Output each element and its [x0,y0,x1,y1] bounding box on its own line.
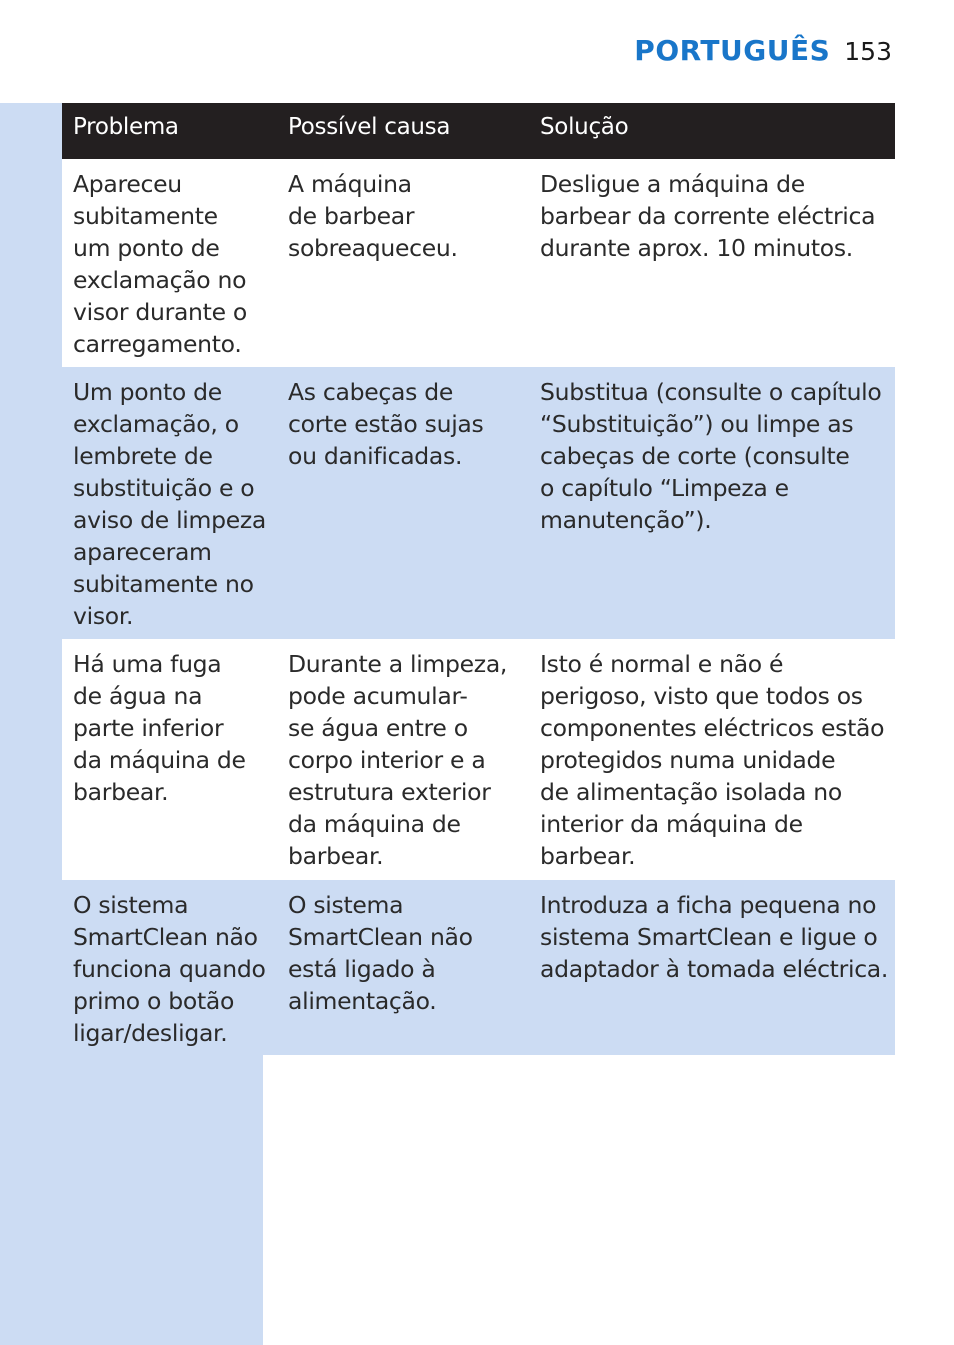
table-row [62,159,895,367]
solution-cell: Desligue a máquina de barbear da corrente eléctrica durante aprox. 10 minutos. [540,170,876,262]
language-title: PORTUGUÊS [634,34,831,67]
problem-cell: Um ponto de exclamação, o lembrete de substituição e o aviso de limpeza apareceram subitamente no visor. [73,378,267,630]
table-row [62,880,895,1055]
table-header-row [62,103,895,159]
bottom-color-band [62,1054,263,1345]
cause-cell: A máquina de barbear sobreaqueceu. [288,170,458,262]
cause-cell: O sistema SmartClean não está ligado à alimentação. [288,891,473,1015]
troubleshooting-table [62,103,895,1055]
cause-cell: As cabeças de corte estão sujas ou danificadas. [288,378,484,470]
column-header-solution: Solução [540,114,629,140]
table-row [62,367,895,639]
page-number: 153 [844,37,892,66]
solution-cell: Isto é normal e não é perigoso, visto que todos os componentes eléctricos estão protegidos numa unidade de alimentação isolada no interior da máquina de barbear. [540,650,885,870]
problem-cell: O sistema SmartClean não funciona quando primo o botão ligar/desligar. [73,891,266,1047]
table-row [62,639,895,880]
problem-cell: Há uma fuga de água na parte inferior da máquina de barbear. [73,650,246,806]
solution-cell: Introduza a ficha pequena no sistema SmartClean e ligue o adaptador à tomada eléctrica. [540,891,889,983]
solution-cell: Substitua (consulte o capítulo “Substituição”) ou limpe as cabeças de corte (consulte o capítulo “Limpeza e manutenção”). [540,378,882,534]
problem-cell: Apareceu subitamente um ponto de exclamação no visor durante o carregamento. [73,170,247,358]
cause-cell: Durante a limpeza, pode acumular- se água entre o corpo interior e a estrutura exterior da máquina de barbear. [288,650,508,870]
side-color-band [0,103,62,1345]
column-header-cause: Possível causa [288,114,451,140]
column-header-problem: Problema [73,114,179,140]
page-header [634,34,892,74]
